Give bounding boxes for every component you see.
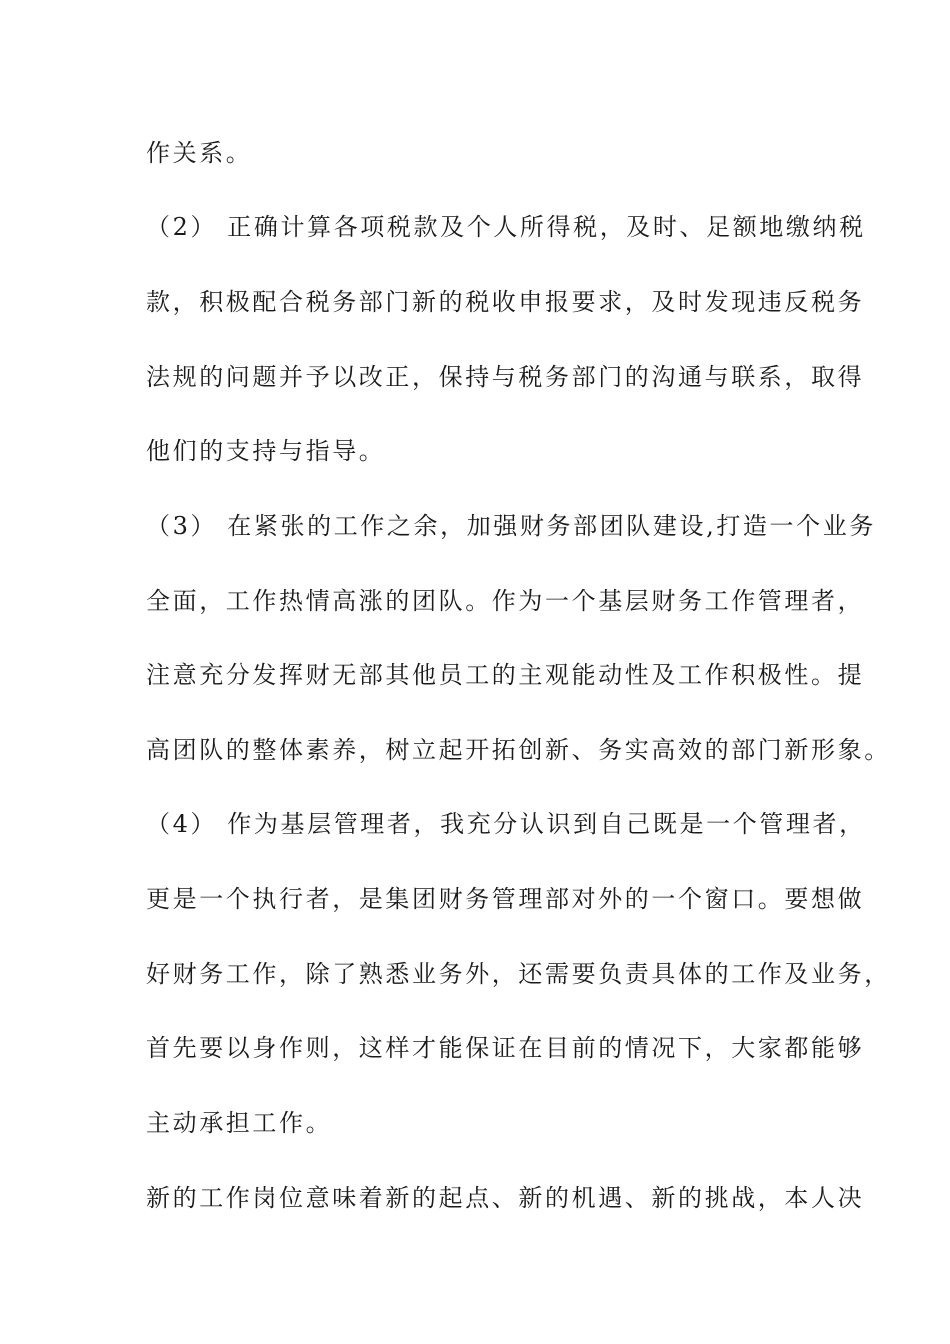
text-line: 更是一个执行者，是集团财务管理部对外的一个窗口。要想做	[146, 885, 865, 913]
text-line: 他们的支持与指导。	[146, 437, 386, 465]
text-line: 好财务工作，除了熟悉业务外，还需要负责具体的工作及业务，	[146, 960, 891, 988]
text-line: （2） 正确计算各项税款及个人所得税，及时、足额地缴纳税	[146, 213, 866, 241]
text-line: 高团队的整体素养，树立起开拓创新、务实高效的部门新形象。	[146, 736, 891, 764]
text-line: （3） 在紧张的工作之余，加强财务部团队建设,打造一个业务	[146, 512, 876, 540]
text-line: 全面，工作热情高涨的团队。作为一个基层财务工作管理者，	[146, 587, 865, 615]
text-line: （4） 作为基层管理者，我充分认识到自己既是一个管理者，	[146, 810, 866, 838]
text-line: 作关系。	[146, 139, 253, 167]
text-line: 首先要以身作则，这样才能保证在目前的情况下，大家都能够	[146, 1034, 865, 1062]
text-line: 款，积极配合税务部门新的税收申报要求，及时发现违反税务	[146, 288, 865, 316]
text-line: 注意充分发挥财无部其他员工的主观能动性及工作积极性。提	[146, 661, 865, 689]
text-line: 主动承担工作。	[146, 1109, 333, 1137]
text-line: 新的工作岗位意味着新的起点、新的机遇、新的挑战，本人决	[146, 1184, 865, 1212]
text-line: 法规的问题并予以改正，保持与税务部门的沟通与联系，取得	[146, 363, 865, 391]
